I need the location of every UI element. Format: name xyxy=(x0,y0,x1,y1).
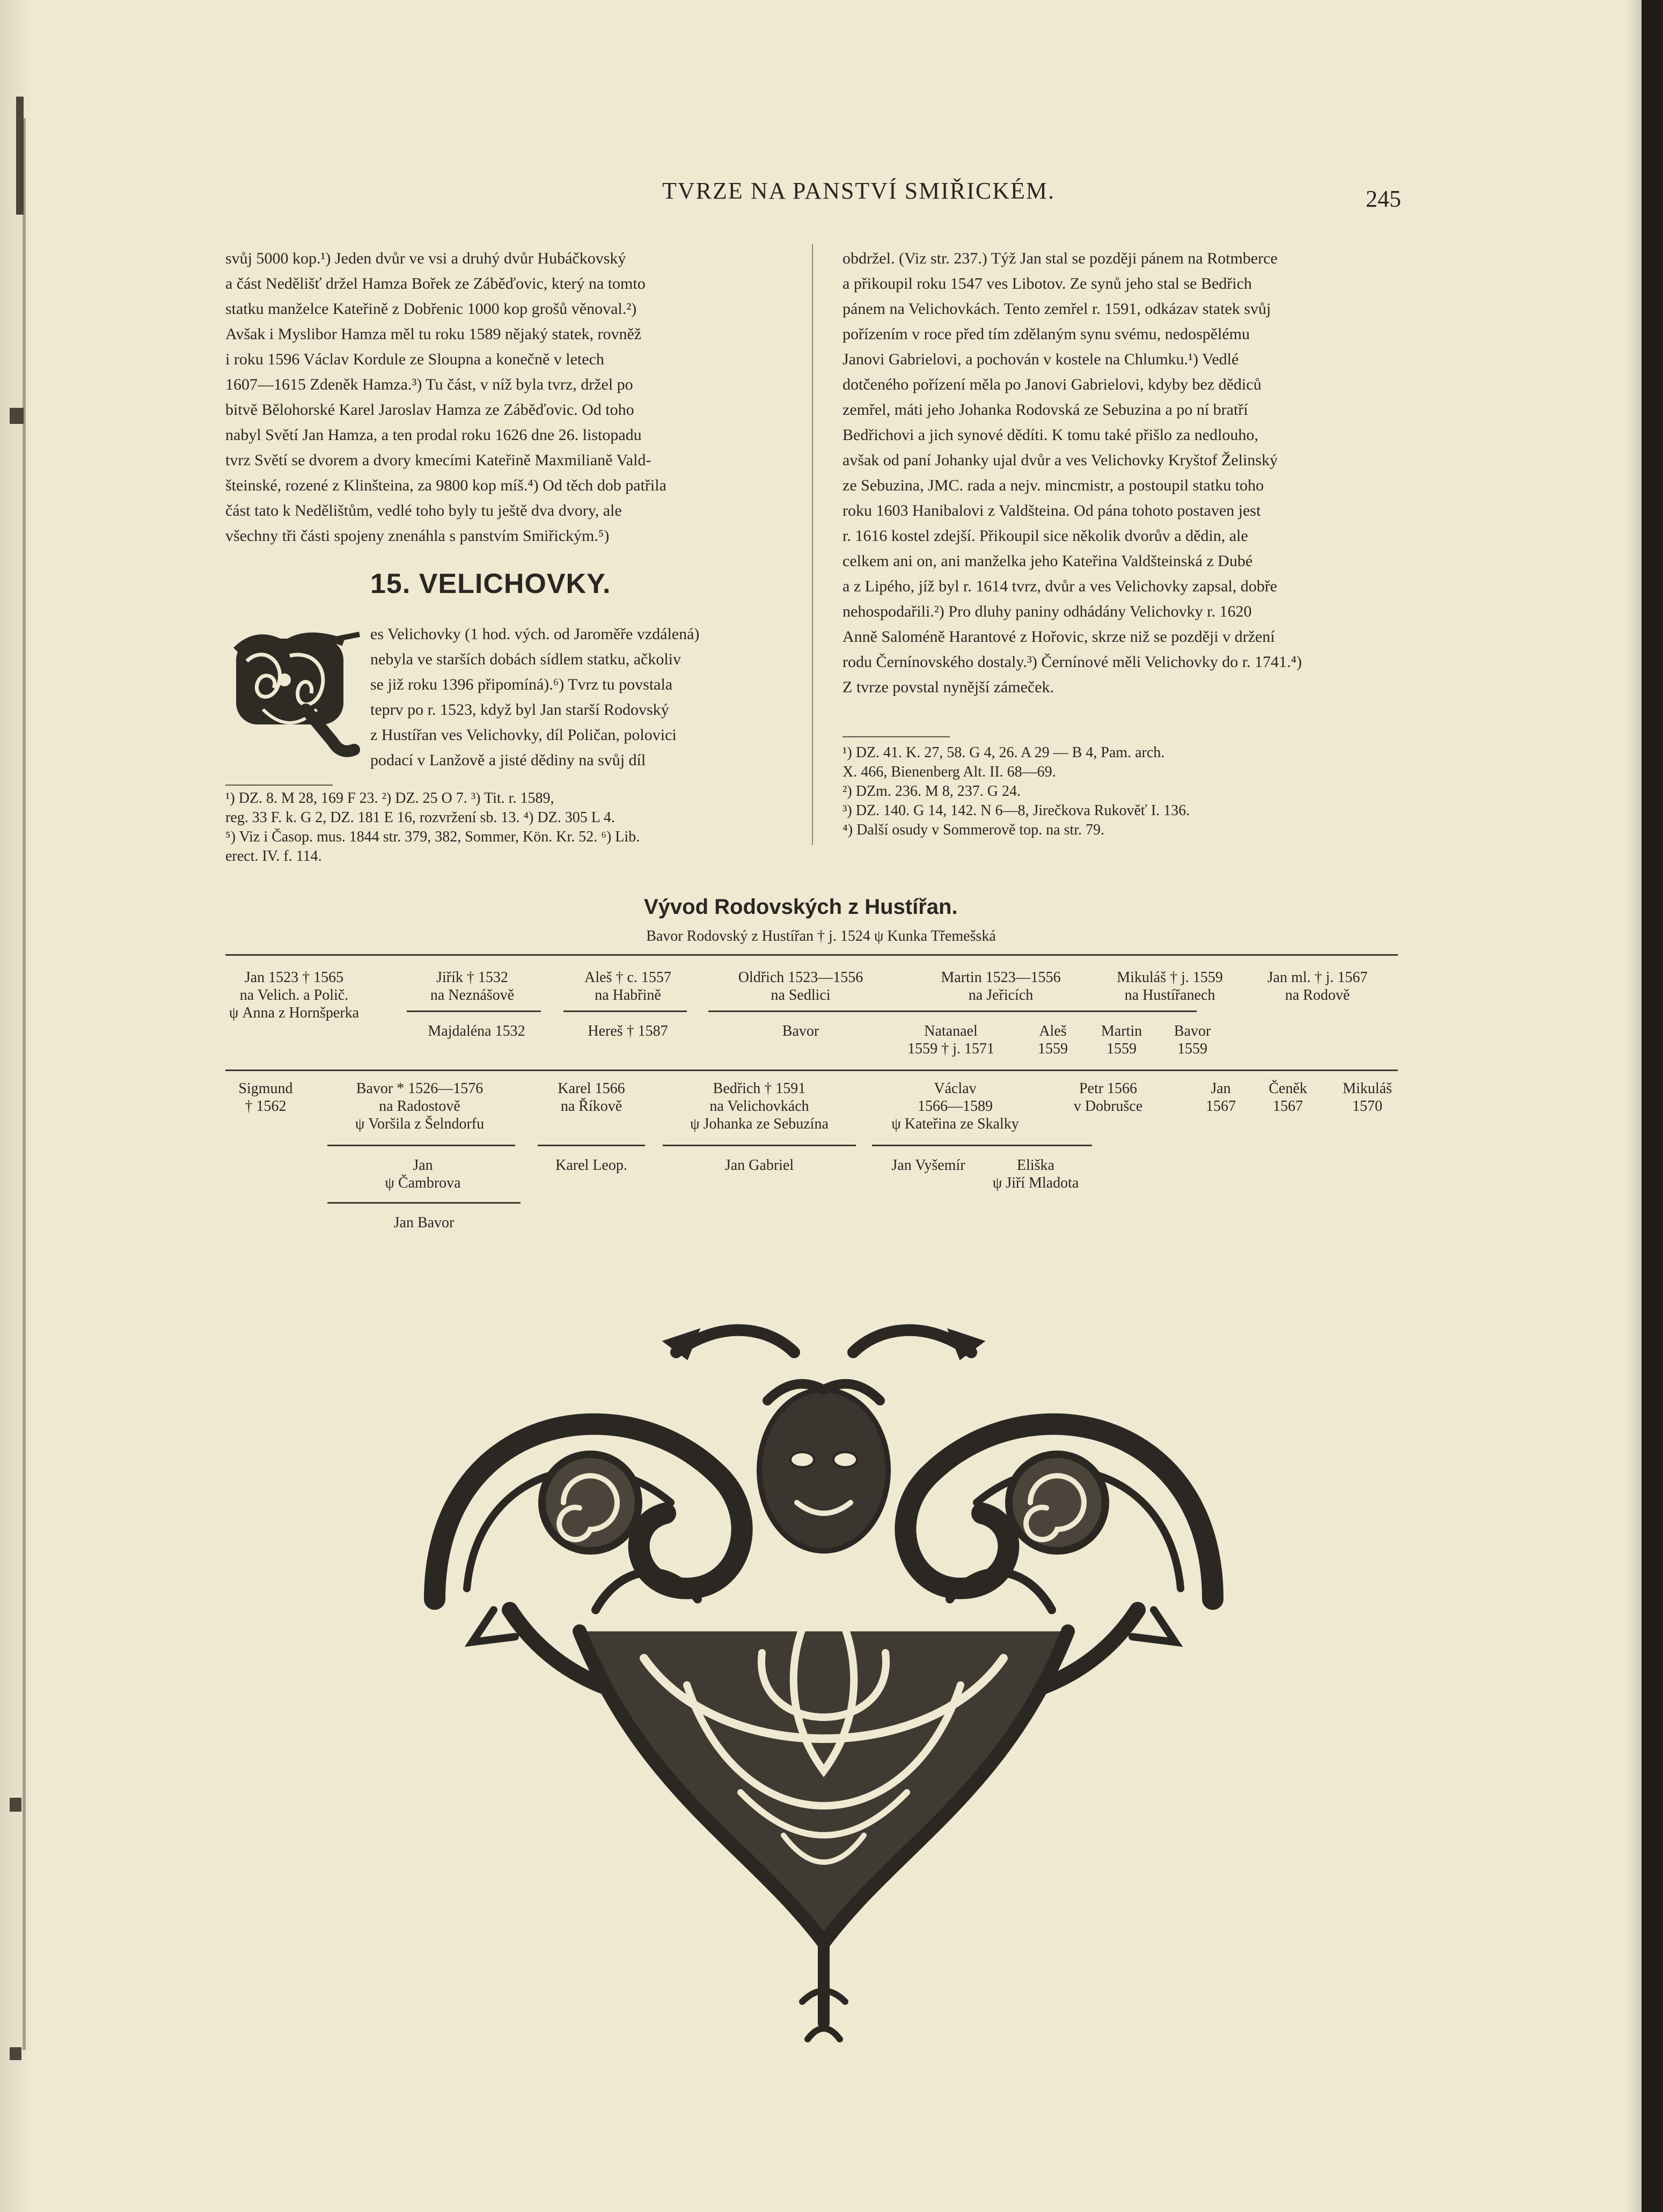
footnote-line: ¹) DZ. 8. M 28, 169 F 23. ²) DZ. 25 O 7. ³) Tit. r. 1589, xyxy=(225,790,554,807)
tree-node: Jan Gabriel xyxy=(724,1157,794,1174)
text-line: tvrz Světí se dvorem a dvory kmecími Kateřině Maxmilianě Vald- xyxy=(225,451,651,469)
text-line: rodu Černínovského dostaly.³) Černínové měli Velichovky do r. 1741.⁴) xyxy=(843,653,1302,671)
footnote-line: ³) DZ. 140. G 14, 142. N 6—8, Jirečkova Rukověť I. 136. xyxy=(843,802,1190,819)
tree-rule xyxy=(563,1010,687,1012)
tree-node: Jan Bavor xyxy=(393,1214,455,1231)
tree-node: Bavor * 1526—1576 na Radostově ψ Voršila z Šelndorfu xyxy=(355,1080,485,1132)
footnote-line: erect. IV. f. 114. xyxy=(225,848,322,865)
text-line: svůj 5000 kop.¹) Jeden dvůr ve vsi a druhý dvůr Hubáčkovský xyxy=(225,250,626,267)
text-line: i roku 1596 Václav Kordule ze Sloupna a konečně v letech xyxy=(225,350,604,368)
genealogy-title: Vývod Rodovských z Hustířan. xyxy=(644,895,958,919)
tree-rule xyxy=(875,1010,1197,1012)
tree-rule xyxy=(327,1145,515,1146)
tree-node: Václav 1566—1589 ψ Kateřina ze Skalky xyxy=(891,1080,1019,1132)
text-line: ze Sebuzina, JMC. rada a nejv. mincmistr, a postoupil statku toho xyxy=(843,477,1264,494)
text-line: a přikoupil roku 1547 ves Libotov. Ze synů jeho stal se Bedřich xyxy=(843,275,1252,292)
tree-node: Martin 1559 xyxy=(1101,1023,1142,1057)
footnote-line: ⁴) Další osudy v Sommerově top. na str. 79. xyxy=(843,822,1105,838)
footnote-line: ⁵) Viz i Časop. mus. 1844 str. 379, 382, Sommer, Kön. Kr. 52. ⁶) Lib. xyxy=(225,829,640,845)
tree-node: Sigmund † 1562 xyxy=(238,1080,293,1115)
tree-node: Mikuláš 1570 xyxy=(1343,1080,1392,1115)
tree-node: Natanael 1559 † j. 1571 xyxy=(907,1023,994,1057)
text-line: se již roku 1396 připomíná).⁶) Tvrz tu povstala xyxy=(370,676,673,693)
text-line: nabyl Světí Jan Hamza, a ten prodal roku 1626 dne 26. listopadu xyxy=(225,426,642,444)
text-line: a z Lipého, jíž byl r. 1614 tvrz, dvůr a ves Velichovky zapsal, dobře xyxy=(843,577,1278,595)
tree-node: Oldřich 1523—1556 na Sedlici xyxy=(738,969,863,1004)
text-line: celkem ani on, ani manželka jeho Kateřina Valdšteinská z Dubé xyxy=(843,552,1253,570)
text-line: a část Nedělišť držel Hamza Bořek ze Záběďovic, který na tomto xyxy=(225,275,646,292)
tree-rule xyxy=(225,1070,1398,1071)
footnote-line: ¹) DZ. 41. K. 27, 58. G 4, 26. A 29 — B 4, Pam. arch. xyxy=(843,744,1165,761)
tree-node: Jan Vyšemír xyxy=(891,1157,965,1174)
tree-node: Martin 1523—1556 na Jeřicích xyxy=(941,969,1061,1004)
text-line: pánem na Velichovkách. Tento zemřel r. 1591, odkázav statek svůj xyxy=(843,300,1271,318)
text-line: šteinské, rozené z Klinšteina, za 9800 kop míš.⁴) Od těch dob patřila xyxy=(225,477,666,494)
text-line: Avšak i Myslibor Hamza měl tu roku 1589 nějaký statek, rovněž xyxy=(225,325,642,343)
tree-rule xyxy=(225,954,1398,956)
text-line: všechny tři části spojeny znenáhla s panstvím Smiřickým.⁵) xyxy=(225,527,610,545)
tree-node: Hereš † 1587 xyxy=(588,1023,668,1039)
tree-node: Aleš 1559 xyxy=(1038,1023,1068,1057)
tree-node: Bavor xyxy=(782,1023,819,1039)
tree-node: Čeněk 1567 xyxy=(1269,1080,1307,1115)
text-line: z Hustířan ves Velichovky, díl Poličan, polovici xyxy=(370,726,677,744)
text-line: nebyla ve starších dobách sídlem statku, ačkoliv xyxy=(370,650,682,668)
footnote-line: X. 466, Bienenberg Alt. II. 68—69. xyxy=(843,764,1056,780)
page-number: 245 xyxy=(1366,186,1401,212)
tree-rule xyxy=(327,1202,521,1204)
tree-node: Bavor 1559 xyxy=(1174,1023,1211,1057)
text-line: r. 1616 kostel zdejší. Přikoupil sice několik dvorův a dědin, ale xyxy=(843,527,1248,545)
text-line: statku manželce Kateřině z Dobřenic 1000 kop grošů věnoval.²) xyxy=(225,300,637,318)
footnote-line: reg. 33 F. k. G 2, DZ. 181 E 16, rozvržení sb. 13. ⁴) DZ. 305 L 4. xyxy=(225,809,615,826)
text-line: pořízením v roce před tím zdělaným synu svému, nedospělému xyxy=(843,325,1250,343)
tree-node: Aleš † c. 1557 na Habřině xyxy=(584,969,671,1004)
tree-rule xyxy=(407,1010,541,1012)
tree-node: Jan ψ Čambrova xyxy=(385,1157,461,1191)
tree-rule xyxy=(872,1145,1092,1146)
section-title: 15. VELICHOVKY. xyxy=(370,568,611,599)
text-line: nehospodařili.²) Pro dluhy paniny odhádány Velichovky r. 1620 xyxy=(843,603,1252,620)
tree-node: Bedřich † 1591 na Velichovkách ψ Johanka ze Sebuzína xyxy=(690,1080,829,1132)
text-line: podací v Lanžově a jisté dědiny na svůj díl xyxy=(370,751,646,769)
tree-node: Karel Leop. xyxy=(555,1157,627,1174)
text-line: část tato k Nedělištům, vedlé toho byly tu ještě dva dvory, ale xyxy=(225,502,622,519)
running-header: TVRZE NA PANSTVÍ SMIŘICKÉM. xyxy=(662,178,1055,204)
footnote-line: ²) DZm. 236. M 8, 237. G 24. xyxy=(843,783,1021,800)
tree-rule xyxy=(663,1145,856,1146)
tree-node: Jan ml. † j. 1567 na Rodově xyxy=(1267,969,1368,1004)
tree-node: Petr 1566 v Dobrušce xyxy=(1073,1080,1143,1115)
text-line: Z tvrze povstal nynější zámeček. xyxy=(843,678,1054,696)
text-line: dotčeného pořízení měla po Janovi Gabrielovi, kdyby bez dědiců xyxy=(843,376,1262,393)
text-line: Bedřichovi a jich synové dědíti. K tomu také přišlo za nedlouho, xyxy=(843,426,1258,444)
text-line: avšak od paní Johanky ujal dvůr a ves Velichovky Kryštof Želinský xyxy=(843,451,1278,469)
tree-node: Eliška ψ Jiří Mladota xyxy=(992,1157,1079,1191)
tree-node: Karel 1566 na Říkově xyxy=(558,1080,625,1115)
tree-rule xyxy=(538,1145,645,1146)
text-line: obdržel. (Viz str. 237.) Týž Jan stal se později pánem na Rotmberce xyxy=(843,250,1278,267)
tree-node: Jiřík † 1532 na Neznášově xyxy=(430,969,515,1004)
text-line: teprv po r. 1523, když byl Jan starší Rodovský xyxy=(370,701,669,719)
tree-node: Mikuláš † j. 1559 na Hustířanech xyxy=(1117,969,1223,1004)
text-line: zemřel, máti jeho Johanka Rodovská ze Sebuzina a po ní bratří xyxy=(843,401,1248,419)
tree-node: Jan 1523 † 1565 na Velich. a Polič. ψ Anna z Hornšperka xyxy=(229,969,360,1021)
tree-node: Majdaléna 1532 xyxy=(428,1023,525,1039)
ornamental-tailpiece-icon xyxy=(419,1309,1229,2061)
tree-root: Bavor Rodovský z Hustířan † j. 1524 ψ Kunka Třemešská xyxy=(646,928,996,944)
text-line: roku 1603 Hanibalovi z Valdšteina. Od pána tohoto postaven jest xyxy=(843,502,1261,519)
text-line: es Velichovky (1 hod. vých. od Jaroměře vzdálená) xyxy=(370,625,700,643)
text-line: Janovi Gabrielovi, a pochován v kostele na Chlumku.¹) Vedlé xyxy=(843,350,1239,368)
tree-node: Jan 1567 xyxy=(1206,1080,1236,1115)
text-line: 1607—1615 Zdeněk Hamza.³) Tu část, v níž byla tvrz, držel po xyxy=(225,376,633,393)
tree-rule xyxy=(708,1010,891,1012)
text-line: bitvě Bělohorské Karel Jaroslav Hamza ze Záběďovic. Od toho xyxy=(225,401,634,419)
text-line: Anně Saloméně Harantové z Hořovic, skrze niž se později v držení xyxy=(843,628,1275,646)
